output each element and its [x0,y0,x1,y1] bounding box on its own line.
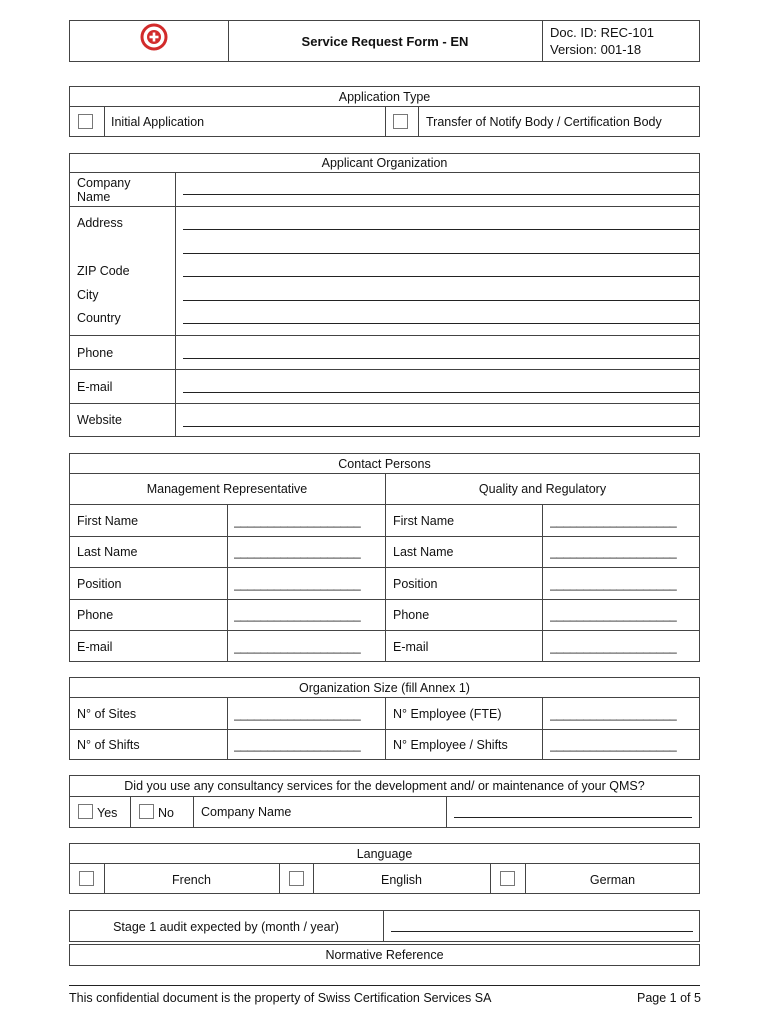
shifts-input[interactable]: ___________________ [234,738,361,752]
website-label: Website [77,413,122,427]
mgmt-first-name-label: First Name [77,514,139,528]
mgmt-email-input[interactable]: ___________________ [234,640,361,654]
consultancy-yes-checkbox[interactable] [78,804,93,819]
quality-regulatory-header: Quality and Regulatory [478,482,607,496]
quality-email-label: E-mail [393,640,429,654]
phone-input[interactable] [183,358,699,359]
address-input-1[interactable] [183,229,699,230]
country-input[interactable] [183,323,699,324]
normative-reference-title: Normative Reference [325,948,444,962]
doc-id: Doc. ID: REC-101 [550,25,655,40]
quality-last-name-label: Last Name [393,545,454,559]
consultancy-company-name-label: Company Name [201,805,292,819]
consultancy-no-checkbox[interactable] [139,804,154,819]
audit-date-input[interactable] [391,931,693,932]
address-input-2[interactable] [183,253,699,254]
consultancy-no-label: No [158,806,174,820]
french-label: French [172,873,211,887]
sites-input[interactable]: ___________________ [234,707,361,721]
quality-first-name-input[interactable]: ___________________ [550,514,677,528]
initial-application-checkbox[interactable] [78,114,93,129]
mgmt-last-name-label: Last Name [77,545,138,559]
quality-first-name-label: First Name [393,514,455,528]
footer-divider [69,985,700,986]
english-checkbox[interactable] [289,871,304,886]
zip-code-label: ZIP Code [77,264,130,278]
mgmt-position-label: Position [77,577,122,591]
email-input[interactable] [183,392,699,393]
email-label: E-mail [77,380,113,394]
confidential-notice: This confidential document is the property of Swiss Certification Services SA [69,991,492,1005]
management-representative-header: Management Representative [146,482,308,496]
mgmt-email-label: E-mail [77,640,113,654]
zip-code-input[interactable] [183,276,699,277]
page-title: Service Request Form - EN [301,34,469,49]
quality-email-input[interactable]: ___________________ [550,640,677,654]
quality-phone-label: Phone [393,608,430,622]
quality-position-label: Position [393,577,438,591]
consultancy-company-name-input[interactable] [454,817,692,818]
quality-position-input[interactable]: ___________________ [550,577,677,591]
address-label: Address [77,216,123,230]
french-checkbox[interactable] [79,871,94,886]
city-label: City [77,288,99,302]
quality-last-name-input[interactable]: ___________________ [550,545,677,559]
website-input[interactable] [183,426,699,427]
company-name-input[interactable] [183,194,699,195]
mgmt-position-input[interactable]: ___________________ [234,577,361,591]
city-input[interactable] [183,300,699,301]
transfer-checkbox[interactable] [393,114,408,129]
applicant-organization-section [69,153,700,437]
german-label: German [589,873,636,887]
organization-size-title: Organization Size (fill Annex 1) [299,681,470,695]
sites-label: N° of Sites [77,707,137,721]
english-label: English [381,873,422,887]
country-label: Country [77,311,121,325]
page-number: Page 1 of 5 [637,991,701,1005]
contact-persons-title: Contact Persons [338,457,431,471]
consultancy-yes-label: Yes [97,806,118,820]
employees-shifts-input[interactable]: ___________________ [550,738,677,752]
mgmt-phone-label: Phone [77,608,114,622]
quality-phone-input[interactable]: ___________________ [550,608,677,622]
application-type-title: Application Type [338,90,431,104]
applicant-organization-title: Applicant Organization [321,156,448,170]
transfer-label: Transfer of Notify Body / Certification Body [426,115,662,129]
audit-label: Stage 1 audit expected by (month / year) [113,920,339,934]
consultancy-question: Did you use any consultancy services for the development and/ or maintenance of your QMS? [124,779,645,793]
initial-application-label: Initial Application [111,115,205,129]
company-logo [138,22,170,52]
language-title: Language [356,847,413,861]
employees-shifts-label: N° Employee / Shifts [393,738,508,752]
company-name-label-1: Company [77,176,131,190]
german-checkbox[interactable] [500,871,515,886]
company-name-label-2: Name [77,190,111,204]
phone-label: Phone [77,346,114,360]
mgmt-phone-input[interactable]: ___________________ [234,608,361,622]
doc-version: Version: 001-18 [550,42,642,57]
employees-label: N° Employee (FTE) [393,707,502,721]
mgmt-first-name-input[interactable]: ___________________ [234,514,361,528]
mgmt-last-name-input[interactable]: ___________________ [234,545,361,559]
employees-input[interactable]: ___________________ [550,707,677,721]
shifts-label: N° of Shifts [77,738,140,752]
